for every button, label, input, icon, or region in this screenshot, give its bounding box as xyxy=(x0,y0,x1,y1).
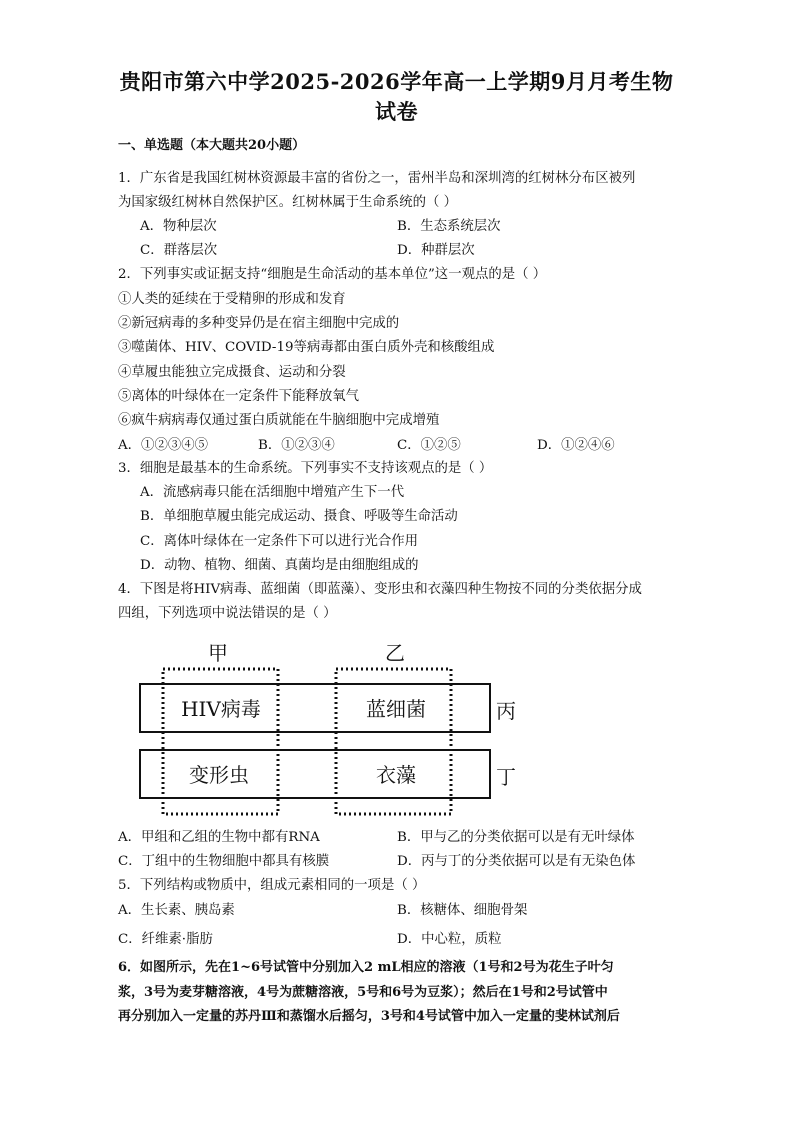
q1-option-b: B．生态系统层次 xyxy=(397,219,501,234)
label-jia: 甲 xyxy=(208,641,228,665)
q1-option-a: A．物种层次 xyxy=(140,219,217,234)
q5-option-c: C．纤维素·脂肪 xyxy=(118,932,213,947)
organism-yizao: 衣藻 xyxy=(376,763,416,787)
column-box-yi xyxy=(336,669,451,814)
q2-item-6: ⑥疯牛病病毒仅通过蛋白质就能在牛脑细胞中完成增殖 xyxy=(118,413,440,428)
q5-option-b: B．核糖体、细胞骨架 xyxy=(397,903,528,918)
q4-option-c: C．丁组中的生物细胞中都具有核膜 xyxy=(118,854,330,869)
q4-option-a: A．甲组和乙组的生物中都有RNA xyxy=(118,830,320,845)
q2-option-d: D．①②④⑥ xyxy=(537,438,615,453)
q5-option-a: A．生长素、胰岛素 xyxy=(118,903,235,918)
q3-option-c: C．离体叶绿体在一定条件下可以进行光合作用 xyxy=(140,534,419,549)
label-ding: 丁 xyxy=(496,765,516,789)
q1-stem-line1: 1．广东省是我国红树林资源最丰富的省份之一，雷州半岛和深圳湾的红树林分布区被列 xyxy=(118,171,636,186)
q5-stem: 5．下列结构或物质中，组成元素相同的一项是（ ） xyxy=(118,878,426,893)
label-yi: 乙 xyxy=(385,641,405,665)
q3-option-d: D．动物、植物、细菌、真菌均是由细胞组成的 xyxy=(140,558,419,573)
q1-option-d: D．种群层次 xyxy=(397,243,475,258)
exam-title-line1: 贵阳市第六中学2025-2026学年高一上学期9月月考生物 xyxy=(119,69,674,94)
q2-option-c: C．①②⑤ xyxy=(397,438,461,453)
q4-option-b: B．甲与乙的分类依据可以是有无叶绿体 xyxy=(397,830,635,845)
q2-option-a: A．①②③④⑤ xyxy=(118,438,209,453)
label-bing: 丙 xyxy=(496,699,516,723)
column-box-jia xyxy=(163,669,278,814)
q4-option-d: D．丙与丁的分类依据可以是有无染色体 xyxy=(397,854,636,869)
classification-diagram xyxy=(0,638,793,828)
q2-item-5: ⑤离体的叶绿体在一定条件下能释放氧气 xyxy=(118,389,360,404)
q6-line3: 再分别加入一定量的苏丹Ⅲ和蒸馏水后摇匀，3号和4号试管中加入一定量的斐林试剂后 xyxy=(118,1009,620,1024)
q4-stem-line2: 四组，下列选项中说法错误的是（ ） xyxy=(118,606,337,621)
q5-option-d: D．中心粒，质粒 xyxy=(397,932,502,947)
q1-option-c: C．群落层次 xyxy=(140,243,218,258)
q2-item-2: ②新冠病毒的多种变异仍是在宿主细胞中完成的 xyxy=(118,316,400,331)
q2-item-3: ③噬菌体、HIV、COVID-19等病毒都由蛋白质外壳和核酸组成 xyxy=(118,340,495,355)
q3-stem: 3．细胞是最基本的生命系统。下列事实不支持该观点的是（ ） xyxy=(118,461,493,476)
section-heading: 一、单选题（本大题共20小题） xyxy=(118,138,306,153)
q2-item-1: ①人类的延续在于受精卵的形成和发育 xyxy=(118,292,346,307)
q6-line1: 6．如图所示，先在1~6号试管中分别加入2 mL相应的溶液（1号和2号为花生子叶匀 xyxy=(118,960,614,975)
q4-stem-line1: 4．下图是将HIV病毒、蓝细菌（即蓝藻）、变形虫和衣藻四种生物按不同的分类依据分成 xyxy=(118,582,642,597)
organism-lan: 蓝细菌 xyxy=(366,697,426,721)
q2-item-4: ④草履虫能独立完成摄食、运动和分裂 xyxy=(118,365,346,380)
q3-option-b: B．单细胞草履虫能完成运动、摄食、呼吸等生命活动 xyxy=(140,509,458,524)
exam-title-line2: 试卷 xyxy=(375,99,418,124)
organism-bian: 变形虫 xyxy=(189,763,249,787)
q6-line2: 浆，3号为麦芽糖溶液，4号为蔗糖溶液，5号和6号为豆浆）；然后在1号和2号试管中 xyxy=(118,985,608,1000)
q2-option-b: B．①②③④ xyxy=(258,438,335,453)
q2-stem: 2．下列事实或证据支持“细胞是生命活动的基本单位”这一观点的是（ ） xyxy=(118,267,547,282)
q3-option-a: A．流感病毒只能在活细胞中增殖产生下一代 xyxy=(140,485,405,500)
q1-stem-line2: 为国家级红树林自然保护区。红树林属于生命系统的（ ） xyxy=(118,195,458,210)
organism-hiv: HIV病毒 xyxy=(181,697,261,721)
